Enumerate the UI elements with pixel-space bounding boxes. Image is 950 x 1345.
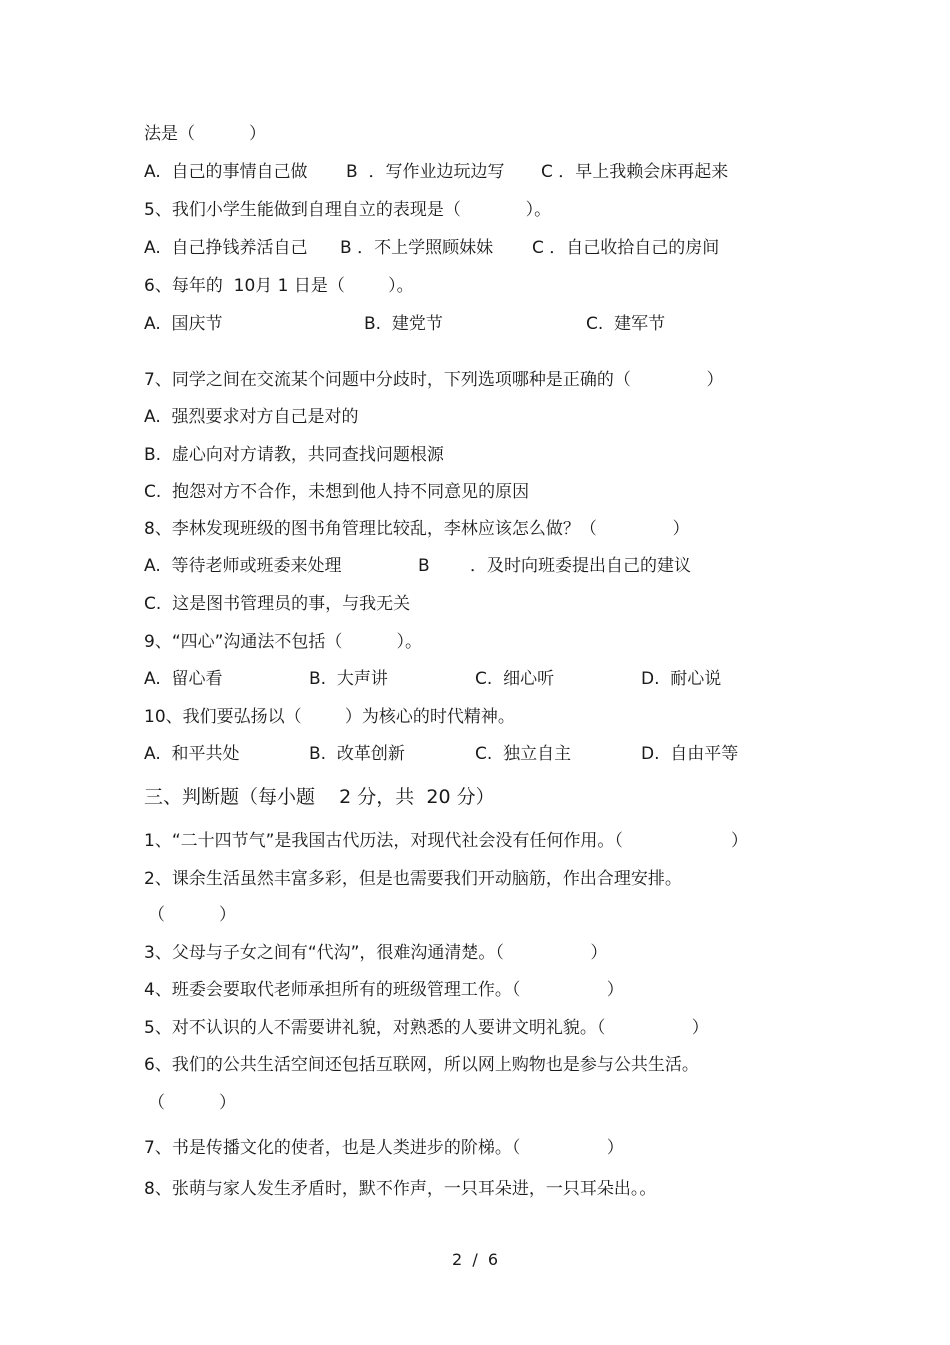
question-5: 5、我们小学生能做到自理自立的表现是（ ）。 (144, 200, 552, 220)
question-6: 6、每年的 10月 1 日是（ ）。 (144, 276, 414, 296)
q4-option-c: C ．早上我赖会床再起来 (541, 162, 729, 182)
q5-option-a: A. 自己挣钱养活自己 (144, 238, 308, 258)
tf-question-5: 5、对不认识的人不需要讲礼貌，对熟悉的人要讲文明礼貌。（ ） (144, 1018, 709, 1038)
question-7: 7、同学之间在交流某个问题中分歧时，下列选项哪种是正确的（ ） (144, 370, 724, 390)
q7-option-b: B. 虚心向对方请教，共同查找问题根源 (144, 445, 444, 465)
question-9: 9、“四心”沟通法不包括（ ）。 (144, 632, 422, 652)
section-title: 三、判断题（每小题 2 分，共 20 分） (144, 786, 495, 808)
q10-option-c: C. 独立自主 (475, 744, 572, 764)
tf-question-1: 1、“二十四节气”是我国古代历法，对现代社会没有任何作用。（ ） (144, 831, 749, 851)
q4-option-a: A. 自己的事情自己做 (144, 162, 308, 182)
q6-option-b: B. 建党节 (364, 314, 443, 334)
q5-option-b: B ．不上学照顾妹妹 (340, 238, 494, 258)
tf-question-2: 2、课余生活虽然丰富多彩，但是也需要我们开动脑筋，作出合理安排。 (144, 869, 682, 889)
tf-question-6-blank: （ ） (148, 1093, 237, 1113)
q6-option-c: C. 建军节 (586, 314, 666, 334)
tf-question-2-blank: （ ） (148, 905, 237, 925)
q5-option-c: C ．自己收拾自己的房间 (532, 238, 720, 258)
q8-option-c: C. 这是图书管理员的事，与我无关 (144, 594, 411, 614)
question-8: 8、李林发现班级的图书角管理比较乱，李林应该怎么做？（ ） (144, 519, 690, 539)
q9-option-a: A. 留心看 (144, 669, 223, 689)
tf-question-7: 7、书是传播文化的使者，也是人类进步的阶梯。（ ） (144, 1138, 624, 1158)
tf-question-3: 3、父母与子女之间有“代沟”，很难沟通清楚。（ ） (144, 943, 608, 963)
q9-option-b: B. 大声讲 (309, 669, 388, 689)
tf-question-6: 6、我们的公共生活空间还包括互联网，所以网上购物也是参与公共生活。 (144, 1055, 699, 1075)
q8-option-a: A. 等待老师或班委来处理 (144, 556, 342, 576)
tf-question-8: 8、张萌与家人发生矛盾时，默不作声，一只耳朵进，一只耳朵出。。 (144, 1179, 657, 1199)
q8-option-b-letter: B (418, 556, 430, 576)
page-number: 2 / 6 (452, 1250, 499, 1269)
q10-option-d: D. 自由平等 (641, 744, 739, 764)
q6-option-a: A. 国庆节 (144, 314, 223, 334)
question-4-tail: 法是（ ） (144, 124, 267, 144)
q7-option-a: A. 强烈要求对方自己是对的 (144, 407, 359, 427)
q7-option-c: C. 抱怨对方不合作，未想到他人持不同意见的原因 (144, 482, 530, 502)
q9-option-d: D. 耐心说 (641, 669, 722, 689)
q10-option-b: B. 改革创新 (309, 744, 405, 764)
q9-option-c: C. 细心听 (475, 669, 555, 689)
q8-option-b-text: ．及时向班委提出自己的建议 (470, 556, 691, 576)
q4-option-b: B ．写作业边玩边写 (346, 162, 505, 182)
q10-option-a: A. 和平共处 (144, 744, 240, 764)
tf-question-4: 4、班委会要取代老师承担所有的班级管理工作。（ ） (144, 980, 624, 1000)
question-10: 10、我们要弘扬以（ ）为核心的时代精神。 (144, 707, 515, 727)
